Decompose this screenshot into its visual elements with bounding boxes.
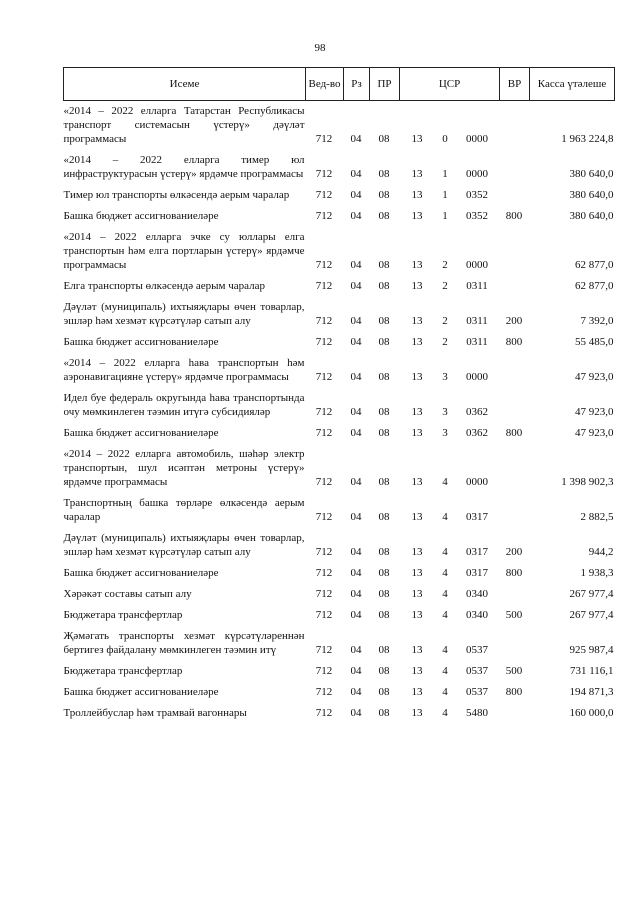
row-csr-3: 0340 <box>466 609 489 621</box>
row-csr-1: 13 <box>411 189 423 201</box>
row-dept: 712 <box>315 609 333 621</box>
row-csr-3: 0311 <box>466 280 488 292</box>
row-label: Башка бюджет ассигнованиеләре <box>63 210 219 222</box>
row-csr-3: 0362 <box>466 427 489 439</box>
row-amount: 62 877,0 <box>575 259 614 271</box>
row-csr-2: 1 <box>442 168 448 180</box>
row-rz: 04 <box>350 476 362 488</box>
row-dept: 712 <box>315 133 333 145</box>
table-row <box>64 227 615 276</box>
row-csr-2: 4 <box>442 644 448 656</box>
row-amount: 47 923,0 <box>575 406 614 418</box>
row-rz: 04 <box>350 133 362 145</box>
row-rz: 04 <box>350 406 362 418</box>
row-rz: 04 <box>350 210 362 222</box>
row-pr: 08 <box>378 336 390 348</box>
row-amount: 267 977,4 <box>569 588 614 600</box>
row-amount: 47 923,0 <box>575 427 614 439</box>
row-dept: 712 <box>315 567 333 579</box>
row-csr-1: 13 <box>411 210 423 222</box>
row-pr: 08 <box>378 665 390 677</box>
row-csr-1: 13 <box>411 315 423 327</box>
table-row <box>64 493 615 528</box>
row-csr-1: 13 <box>411 259 423 271</box>
row-label: Башка бюджет ассигнованиеләре <box>63 686 219 698</box>
row-label: Транспортның башка төрләре өлкәсендә аерым чаралар <box>63 497 305 523</box>
table-row <box>64 332 615 353</box>
row-csr-2: 4 <box>442 567 448 579</box>
row-csr-3: 0311 <box>466 315 488 327</box>
row-csr-1: 13 <box>411 567 423 579</box>
row-amount: 267 977,4 <box>569 609 614 621</box>
row-csr-3: 0311 <box>466 336 488 348</box>
row-csr-1: 13 <box>411 686 423 698</box>
row-csr-3: 0340 <box>466 588 489 600</box>
row-vr: 200 <box>505 546 523 558</box>
row-label: Башка бюджет ассигнованиеләре <box>63 567 219 579</box>
row-label: Троллейбуслар һәм трамвай вагоннары <box>63 707 247 719</box>
row-amount: 380 640,0 <box>569 189 614 201</box>
row-rz: 04 <box>350 336 362 348</box>
row-csr-1: 13 <box>411 644 423 656</box>
row-csr-1: 13 <box>411 280 423 292</box>
table-row <box>64 682 615 703</box>
table-row <box>64 206 615 227</box>
row-vr <box>500 185 530 206</box>
row-csr-3: 0317 <box>466 546 489 558</box>
table-row <box>64 101 615 151</box>
row-pr: 08 <box>378 133 390 145</box>
row-pr: 08 <box>378 168 390 180</box>
header-name: Исеме <box>64 68 306 101</box>
row-csr-1: 13 <box>411 476 423 488</box>
row-pr: 08 <box>378 609 390 621</box>
row-pr: 08 <box>378 315 390 327</box>
header-dept: Вед-во <box>306 68 344 101</box>
row-csr-3: 0317 <box>466 567 489 579</box>
table-row <box>64 661 615 682</box>
row-csr-1: 13 <box>411 707 423 719</box>
row-pr: 08 <box>378 644 390 656</box>
header-amount: Касса үтәлеше <box>530 68 615 101</box>
row-csr-1: 13 <box>411 168 423 180</box>
table-row <box>64 444 615 493</box>
row-csr-3: 0000 <box>466 259 489 271</box>
table-row <box>64 563 615 584</box>
row-csr-3: 0352 <box>466 189 489 201</box>
row-pr: 08 <box>378 546 390 558</box>
row-pr: 08 <box>378 567 390 579</box>
table-body <box>64 101 615 725</box>
row-pr: 08 <box>378 707 390 719</box>
row-vr: 500 <box>505 609 523 621</box>
row-csr-3: 5480 <box>466 707 489 719</box>
row-rz: 04 <box>350 168 362 180</box>
row-csr-2: 4 <box>442 707 448 719</box>
row-csr-2: 4 <box>442 588 448 600</box>
row-amount: 7 392,0 <box>580 315 614 327</box>
table-row <box>64 423 615 444</box>
row-pr: 08 <box>378 259 390 271</box>
row-dept: 712 <box>315 210 333 222</box>
row-vr: 800 <box>505 336 523 348</box>
header-csr: ЦСР <box>400 68 500 101</box>
row-csr-1: 13 <box>411 609 423 621</box>
row-dept: 712 <box>315 280 333 292</box>
row-label: «2014 – 2022 елларга һава транспортын һәм аэронавигацияне үстерү» ярдәмче программасы <box>63 357 305 383</box>
row-pr: 08 <box>378 210 390 222</box>
table-row <box>64 297 615 332</box>
row-rz: 04 <box>350 665 362 677</box>
row-dept: 712 <box>315 406 333 418</box>
row-rz: 04 <box>350 511 362 523</box>
row-vr <box>500 227 530 276</box>
row-label: Елга транспорты өлкәсендә аерым чаралар <box>63 280 265 292</box>
row-dept: 712 <box>315 665 333 677</box>
row-rz: 04 <box>350 567 362 579</box>
row-vr: 200 <box>505 315 523 327</box>
row-pr: 08 <box>378 280 390 292</box>
row-pr: 08 <box>378 686 390 698</box>
row-vr <box>500 584 530 605</box>
table-row <box>64 626 615 661</box>
row-pr: 08 <box>378 511 390 523</box>
row-csr-3: 0537 <box>466 665 489 677</box>
row-dept: 712 <box>315 644 333 656</box>
row-vr: 800 <box>505 686 523 698</box>
row-csr-3: 0000 <box>466 168 489 180</box>
row-rz: 04 <box>350 609 362 621</box>
row-vr: 800 <box>505 427 523 439</box>
row-csr-2: 4 <box>442 546 448 558</box>
row-vr <box>500 101 530 151</box>
row-vr <box>500 626 530 661</box>
row-amount: 925 987,4 <box>569 644 614 656</box>
row-label: Идел буе федераль округында һава транспортында очу мөмкинлеген тәэмин итүгә субсидияләр <box>63 392 305 418</box>
row-pr: 08 <box>378 371 390 383</box>
row-csr-2: 1 <box>442 189 448 201</box>
row-csr-2: 3 <box>442 371 448 383</box>
row-pr: 08 <box>378 427 390 439</box>
row-csr-3: 0317 <box>466 511 489 523</box>
row-csr-1: 13 <box>411 336 423 348</box>
row-csr-2: 2 <box>442 259 448 271</box>
row-dept: 712 <box>315 427 333 439</box>
row-csr-2: 2 <box>442 315 448 327</box>
row-amount: 55 485,0 <box>575 336 614 348</box>
row-csr-2: 4 <box>442 511 448 523</box>
row-label: Башка бюджет ассигнованиеләре <box>63 336 219 348</box>
row-rz: 04 <box>350 280 362 292</box>
row-vr <box>500 703 530 724</box>
row-csr-3: 0352 <box>466 210 489 222</box>
row-dept: 712 <box>315 588 333 600</box>
row-rz: 04 <box>350 371 362 383</box>
row-csr-2: 4 <box>442 665 448 677</box>
row-csr-3: 0000 <box>466 476 489 488</box>
row-csr-3: 0000 <box>466 371 489 383</box>
header-vr: ВР <box>500 68 530 101</box>
row-csr-3: 0537 <box>466 644 489 656</box>
row-csr-1: 13 <box>411 371 423 383</box>
row-rz: 04 <box>350 259 362 271</box>
row-label: Бюджетара трансфертлар <box>63 665 183 677</box>
row-rz: 04 <box>350 644 362 656</box>
row-label: «2014 – 2022 елларга автомобиль, шәһәр электр транспортын, шул исәптән метроны үстерү» ярдәмче программасы <box>63 448 305 488</box>
table-row <box>64 388 615 423</box>
row-csr-3: 0537 <box>466 686 489 698</box>
row-amount: 47 923,0 <box>575 371 614 383</box>
row-dept: 712 <box>315 546 333 558</box>
row-vr <box>500 444 530 493</box>
row-rz: 04 <box>350 315 362 327</box>
row-vr: 800 <box>505 210 523 222</box>
row-pr: 08 <box>378 189 390 201</box>
table-row <box>64 605 615 626</box>
table-row <box>64 703 615 724</box>
row-dept: 712 <box>315 476 333 488</box>
row-label: Бюджетара трансфертлар <box>63 609 183 621</box>
row-csr-1: 13 <box>411 427 423 439</box>
row-label: Дәүләт (муниципаль) ихтыяҗлары өчен товарлар, эшләр һәм хезмәт күрсәтүләр сатып алу <box>63 301 305 327</box>
table-row <box>64 150 615 185</box>
row-label: «2014 – 2022 елларга Татарстан Республикасы транспорт системасын үстерү» дәүләт программасы <box>63 105 305 145</box>
row-vr <box>500 276 530 297</box>
row-dept: 712 <box>315 707 333 719</box>
row-rz: 04 <box>350 707 362 719</box>
row-vr <box>500 388 530 423</box>
row-csr-2: 2 <box>442 280 448 292</box>
row-csr-1: 13 <box>411 511 423 523</box>
header-rz: Рз <box>344 68 370 101</box>
row-dept: 712 <box>315 686 333 698</box>
row-csr-2: 1 <box>442 210 448 222</box>
table-row <box>64 584 615 605</box>
row-csr-1: 13 <box>411 665 423 677</box>
row-amount: 380 640,0 <box>569 168 614 180</box>
row-label: «2014 – 2022 елларга тимер юл инфраструктурасын үстерү» ярдәмче программасы <box>63 154 305 180</box>
row-vr: 500 <box>505 665 523 677</box>
page-number: 98 <box>314 42 326 54</box>
row-dept: 712 <box>315 315 333 327</box>
row-amount: 380 640,0 <box>569 210 614 222</box>
row-dept: 712 <box>315 168 333 180</box>
row-vr <box>500 493 530 528</box>
row-label: Дәүләт (муниципаль) ихтыяҗлары өчен товарлар, эшләр һәм хезмәт күрсәтүләр сатып алу <box>63 532 305 558</box>
row-csr-1: 13 <box>411 133 423 145</box>
row-csr-3: 0362 <box>466 406 489 418</box>
row-amount: 194 871,3 <box>569 686 614 698</box>
table-row <box>64 185 615 206</box>
row-rz: 04 <box>350 427 362 439</box>
row-rz: 04 <box>350 189 362 201</box>
row-csr-1: 13 <box>411 546 423 558</box>
row-csr-2: 3 <box>442 406 448 418</box>
row-pr: 08 <box>378 588 390 600</box>
row-label: «2014 – 2022 елларга эчке су юллары елга транспортын һәм елга портларын үстерү» ярдәмче программасы <box>63 231 305 271</box>
row-amount: 160 000,0 <box>569 707 614 719</box>
budget-table <box>63 67 615 724</box>
row-vr <box>500 353 530 388</box>
row-dept: 712 <box>315 511 333 523</box>
row-csr-1: 13 <box>411 588 423 600</box>
row-csr-1: 13 <box>411 406 423 418</box>
row-csr-3: 0000 <box>466 133 489 145</box>
row-label: Җәмәгать транспорты хезмәт күрсәтүләреннән бертигез файдалану мөмкинлеген тәэмин итү <box>63 630 305 656</box>
table-row <box>64 528 615 563</box>
row-dept: 712 <box>315 259 333 271</box>
row-amount: 62 877,0 <box>575 280 614 292</box>
row-csr-2: 3 <box>442 427 448 439</box>
row-rz: 04 <box>350 546 362 558</box>
row-rz: 04 <box>350 686 362 698</box>
row-csr-2: 2 <box>442 336 448 348</box>
row-amount: 2 882,5 <box>580 511 614 523</box>
row-csr-2: 0 <box>442 133 448 145</box>
row-amount: 1 398 902,3 <box>561 476 614 488</box>
row-csr-2: 4 <box>442 686 448 698</box>
row-csr-2: 4 <box>442 476 448 488</box>
table-row <box>64 353 615 388</box>
row-label: Хәрәкәт составы сатып алу <box>63 588 192 600</box>
table-row <box>64 276 615 297</box>
row-csr-2: 4 <box>442 609 448 621</box>
row-vr: 800 <box>505 567 523 579</box>
row-amount: 731 116,1 <box>569 665 614 677</box>
header-pr: ПР <box>370 68 400 101</box>
row-dept: 712 <box>315 189 333 201</box>
row-label: Башка бюджет ассигнованиеләре <box>63 427 219 439</box>
table-header <box>64 68 615 101</box>
row-amount: 1 938,3 <box>580 567 614 579</box>
row-amount: 944,2 <box>588 546 614 558</box>
row-label: Тимер юл транспорты өлкәсендә аерым чаралар <box>63 189 290 201</box>
row-pr: 08 <box>378 406 390 418</box>
row-dept: 712 <box>315 336 333 348</box>
row-amount: 1 963 224,8 <box>561 133 614 145</box>
row-vr <box>500 150 530 185</box>
row-dept: 712 <box>315 371 333 383</box>
row-pr: 08 <box>378 476 390 488</box>
row-rz: 04 <box>350 588 362 600</box>
